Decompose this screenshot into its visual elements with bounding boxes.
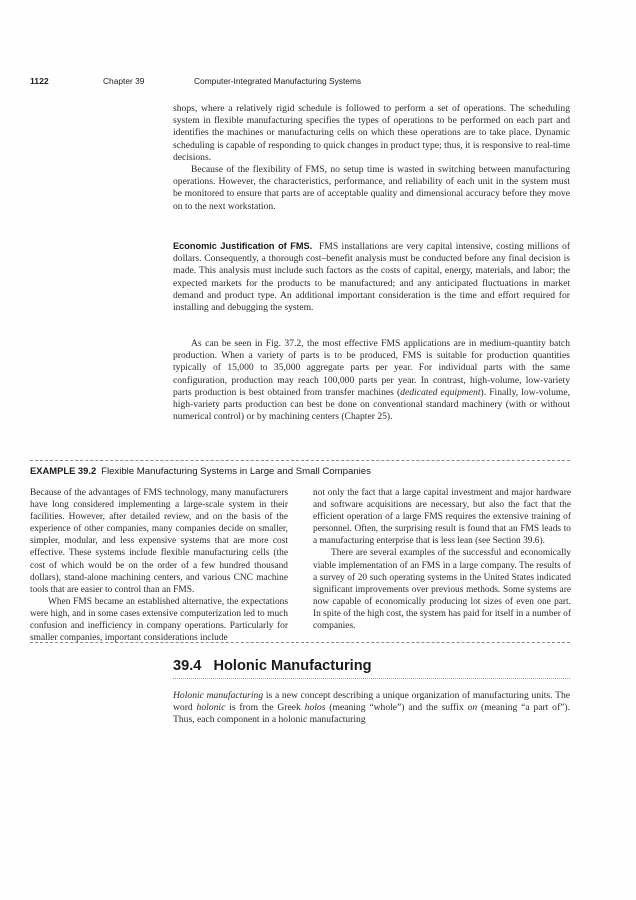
holonic-text-4: (meaning “a part of”). Thus, each component in a holonic manufacturing — [173, 702, 570, 726]
page-number: 1122 — [30, 76, 49, 86]
holonic-term: Holonic manufacturing — [173, 690, 264, 701]
holos-word: holos — [304, 702, 326, 714]
example-right-paragraph-1: not only the fact that a large capital investment and major hardware and software acquisitions are necessary, but also the fact that the efficient operation of a large FMS requires the extensive training of personnel. Often, the surprising result is found that an FMS leads to a manufacturing enterprise that is less lean (see Section 39.6). — [313, 488, 571, 547]
holonic-text-3: (meaning “whole”) and the suffix — [325, 702, 468, 714]
paragraph-holonic — [173, 690, 570, 727]
example-right-column — [313, 487, 571, 632]
example-top-rule — [30, 460, 570, 461]
chapter-title: Computer-Integrated Manufacturing Systems — [194, 76, 362, 86]
example-title: Flexible Manufacturing Systems in Large and Small Companies — [101, 466, 371, 477]
on-suffix: on — [467, 702, 478, 714]
running-head — [30, 76, 590, 90]
paragraph-scheduling: shops, where a relatively rigid schedule is followed to perform a set of operations. The scheduling system in flexible manufacturing specifies the types of operations to be performed on each part and identifies the machines or manufacturing cells on which these operations are to take place. Dynamic scheduling is capable of responding to quick changes in product type; thus, it is responsive to real-time decisions. — [173, 103, 570, 163]
holonic-text-1: is a new concept describing a unique organization of manufacturing units. The word — [173, 690, 570, 714]
fms-applications-text-a: As can be seen in Fig. 37.2, the most effective FMS applications are in medium-quantity batch production. When a variety of parts is to be produced, FMS is suitable for production quantities typically of 15,000 to 35,000 aggregate parts per year. For individual parts with the same configuration, production may reach 100,000 parts per year. In contrast, high-volume, low-variety parts production is best obtained from transfer machines ( — [173, 338, 570, 398]
section-title: Holonic Manufacturing — [213, 658, 372, 674]
paragraph-flexibility: Because of the flexibility of FMS, no setup time is wasted in switching between manufacturing operations. However, the characteristics, performance, and reliability of each unit in the system must be monitored to ensure that parts are of acceptable quality and dimensional accuracy before they move on to the next workstation. — [173, 164, 570, 212]
paragraph-economic-justification — [173, 240, 570, 314]
holonic-word: holonic — [196, 702, 226, 714]
example-heading — [30, 465, 570, 477]
example-number: EXAMPLE 39.2 — [30, 465, 97, 476]
example-bottom-rule — [30, 642, 570, 643]
section-number: 39.4 — [173, 658, 202, 674]
paragraph-fms-applications — [173, 338, 570, 423]
dedicated-equipment-term: dedicated equipment — [400, 386, 481, 398]
section-heading — [173, 658, 573, 674]
example-left-paragraph-2: When FMS became an established alternative, the expectations were high, and in some cases extensive computerization led to much confusion and inefficiency in company operations. Particularly for smaller companies, important considerations include — [30, 596, 288, 644]
section-rule — [173, 678, 570, 679]
chapter-label: Chapter 39 — [103, 76, 145, 86]
example-left-column — [30, 487, 288, 644]
fms-applications-text-b: ). Finally, low-volume, high-variety parts production can best be done on conventional standard machinery (with or without numerical control) or by machining centers (Chapter 25). — [173, 386, 570, 423]
economic-justification-text: FMS installations are very capital intensive, costing millions of dollars. Consequently, a thorough cost–benefit analysis must be conducted before any final decision is made. This analysis must include such factors as the costs of capital, energy, materials, and labor; the expected markets for the products to be manufactured; and any anticipated fluctuations in market demand and product type. An additional important consideration is the time and effort required for installing and debugging the system. — [173, 241, 571, 314]
holonic-text-2: is from the Greek — [225, 702, 305, 714]
example-left-paragraph-1: Because of the advantages of FMS technology, many manufacturers have long considered implementing a large-scale system in their facilities. However, after detailed review, and on the basis of the experience of other companies, many companies decide on smaller, simpler, modular, and less expensive systems that are more cost effective. These systems include flexible manufacturing cells (the cost of which would be on the order of a few hundred thousand dollars), stand-alone machining centers, and various CNC machine tools that are easier to control than an FMS. — [30, 488, 288, 595]
subsection-heading: Economic Justification of FMS. — [173, 241, 313, 251]
example-right-paragraph-2: There are several examples of the successful and economically viable implementation of an FMS in a large company. The results of a survey of 20 such operating systems in the United States indicated significant improvements over previous methods. Some systems are now capable of economically producing lot sizes of even one part. In spite of the high cost, the system has paid for itself in a number of companies. — [313, 548, 571, 632]
